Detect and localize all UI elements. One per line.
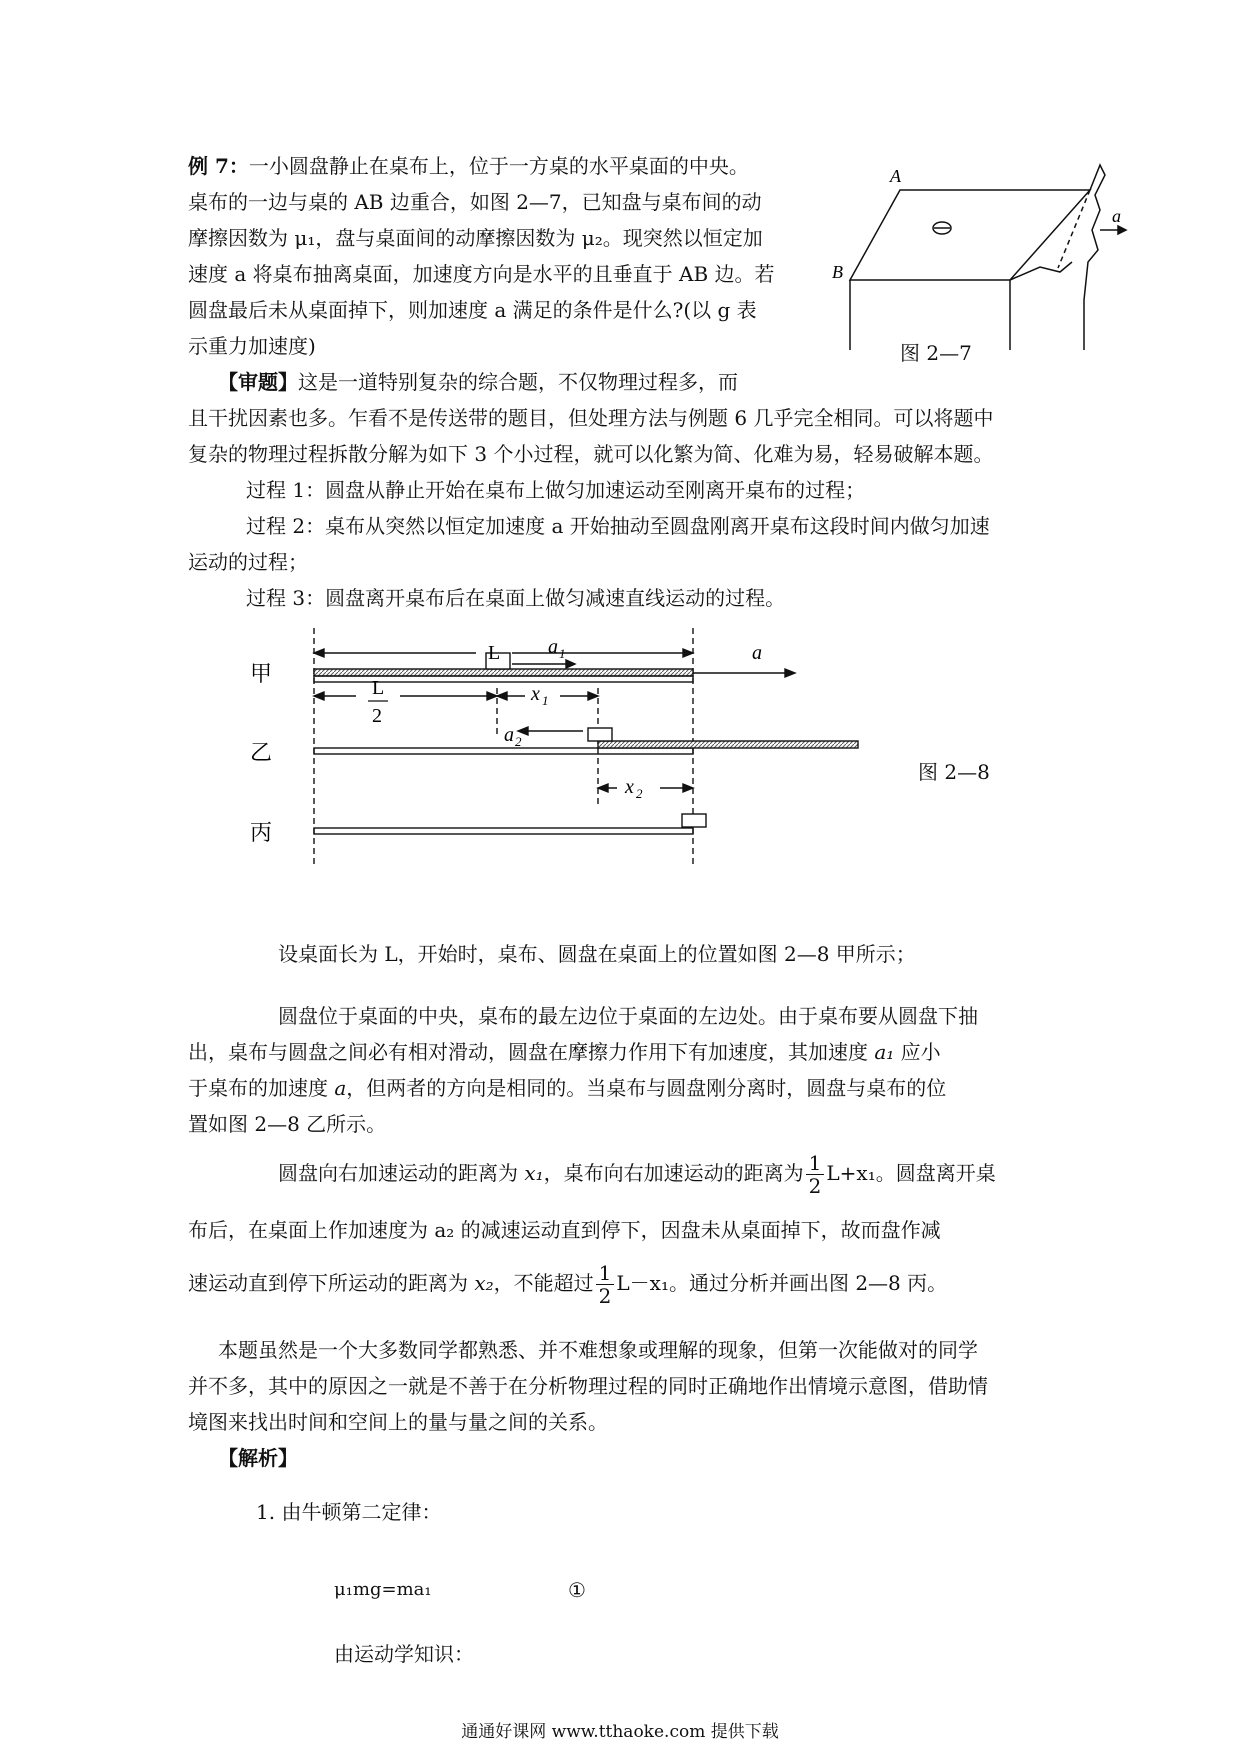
body-s3c: 速运动直到停下所运动的距离为 x₂，不能超过 $\frac{1}{2}$ L－x₁。通过分析并画出图 2—8 丙。: [188, 1261, 948, 1308]
figure-2-7: [830, 150, 1130, 360]
body-s2c: 于桌布的加速度 a，但两者的方向是相同的。当桌布与圆盘刚分离时，圆盘与桌布的位: [188, 1076, 947, 1100]
equation-1-number: ①: [568, 1578, 586, 1602]
figure-2-8: [250, 628, 930, 878]
cloth-jia: [314, 669, 693, 676]
label-a1-sub: 1: [559, 646, 566, 661]
var-a: a: [334, 1076, 347, 1100]
body-s3b: 布后，在桌面上作加速度为 a₂ 的减速运动直到停下，因盘未从桌面掉下，故而盘作减: [188, 1218, 941, 1242]
label-A: A: [890, 166, 901, 186]
label-a1: a: [548, 636, 558, 658]
analysis-step2: 由运动学知识：: [334, 1642, 474, 1666]
body-s4a: 本题虽然是一个大多数同学都熟悉、并不难想象或理解的现象，但第一次能做对的同学: [218, 1338, 978, 1362]
row-bing: 丙: [250, 820, 273, 845]
table-jia: [314, 676, 693, 682]
label-a2-sub: 2: [515, 734, 522, 749]
example-label: 例 7：: [188, 154, 249, 178]
label-x1: x: [531, 683, 540, 705]
body-s3a: 圆盘向右加速运动的距离为 x₁，桌布向右加速运动的距离为 $\frac{1}{2}$ L+x₁。圆盘离开桌: [278, 1151, 996, 1198]
body-s1: 设桌面长为 L，开始时，桌布、圆盘在桌面上的位置如图 2—8 甲所示；: [278, 942, 916, 966]
var-x1: x₁: [524, 1161, 544, 1185]
process-1: 过程 1：圆盘从静止开始在桌布上做匀加速运动至刚离开桌布的过程；: [246, 478, 866, 502]
label-x2: x: [625, 776, 634, 798]
table-bing: [314, 828, 693, 834]
cloth-edge: [1010, 262, 1072, 280]
cloth-yi: [598, 741, 858, 748]
example-line-3: 摩擦因数为 μ₁，盘与桌面间的动摩擦因数为 μ₂。现突然以恒定加: [188, 226, 763, 250]
body-s4c: 境图来找出时间和空间上的量与量之间的关系。: [188, 1410, 608, 1434]
footer: 通通好课网 www.tthaoke.com 提供下载: [461, 1722, 779, 1742]
example-line-4: 速度 a 将桌布抽离桌面，加速度方向是水平的且垂直于 AB 边。若: [188, 262, 775, 286]
label-x2-sub: 2: [636, 786, 643, 801]
label-L: L: [488, 642, 501, 664]
arrow-a-head: [1118, 226, 1126, 234]
label-a2: a: [504, 724, 514, 746]
body-s2b: 出，桌布与圆盘之间必有相对滑动，圆盘在摩擦力作用下有加速度，其加速度 a₁ 应小: [188, 1040, 941, 1064]
table-yi: [314, 748, 693, 754]
analysis-heading: 【解析】: [218, 1446, 298, 1470]
process-2b: 运动的过程；: [188, 550, 308, 574]
review-heading: 【审题】: [218, 370, 298, 394]
row-yi: 乙: [250, 740, 273, 765]
example-line-6: 示重力加速度): [188, 334, 316, 358]
figure-2-8-caption: 图 2—8: [918, 760, 990, 784]
table-top: [850, 190, 1090, 280]
row-jia: 甲: [250, 661, 273, 686]
process-3: 过程 3：圆盘离开桌布后在桌面上做匀减速直线运动的过程。: [246, 586, 786, 610]
var-a1: a₁: [874, 1040, 895, 1064]
review-line-2: 且干扰因素也多。乍看不是传送带的题目，但处理方法与例题 6 几乎完全相同。可以将题中: [188, 406, 994, 430]
label-B: B: [832, 262, 843, 282]
example-line-2: 桌布的一边与桌的 AB 边重合，如图 2—7，已知盘与桌布间的动: [188, 190, 762, 214]
label-a: a: [752, 642, 762, 664]
fraction-half-2: $\frac{1}{2}$: [596, 1262, 615, 1307]
label-half-den: 2: [372, 705, 382, 727]
label-half-num: L: [372, 677, 385, 699]
review-line-3: 复杂的物理过程拆散分解为如下 3 个小过程，就可以化繁为简、化难为易，轻易破解本题。: [188, 442, 994, 466]
body-s2d: 置如图 2—8 乙所示。: [188, 1112, 387, 1136]
table-edge-hidden: [1058, 190, 1090, 268]
example-line-1: 例 7：一小圆盘静止在桌布上，位于一方桌的水平桌面的中央。: [188, 154, 749, 178]
analysis-step1: 1. 由牛顿第二定律：: [256, 1500, 442, 1524]
disc-yi: [588, 728, 612, 741]
equation-1: μ₁mg=ma₁: [334, 1579, 432, 1600]
var-x2: x₂: [474, 1271, 494, 1295]
disc-bing: [682, 814, 706, 827]
example-line-5: 圆盘最后未从桌面掉下，则加速度 a 满足的条件是什么?(以 g 表: [188, 298, 757, 322]
fraction-half-1: $\frac{1}{2}$: [806, 1152, 825, 1197]
figure-2-7-caption: 图 2—7: [900, 341, 972, 365]
review-line-1: 【审题】这是一道特别复杂的综合题，不仅物理过程多，而: [218, 370, 738, 394]
body-s2a: 圆盘位于桌面的中央，桌布的最左边位于桌面的左边处。由于桌布要从圆盘下抽: [278, 1004, 978, 1028]
label-x1-sub: 1: [542, 693, 549, 708]
label-a: a: [1112, 206, 1121, 226]
body-s4b: 并不多，其中的原因之一就是不善于在分析物理过程的同时正确地作出情境示意图，借助情: [188, 1374, 988, 1398]
process-2a: 过程 2：桌布从突然以恒定加速度 a 开始抽动至圆盘刚离开桌布这段时间内做匀加速: [246, 514, 990, 538]
